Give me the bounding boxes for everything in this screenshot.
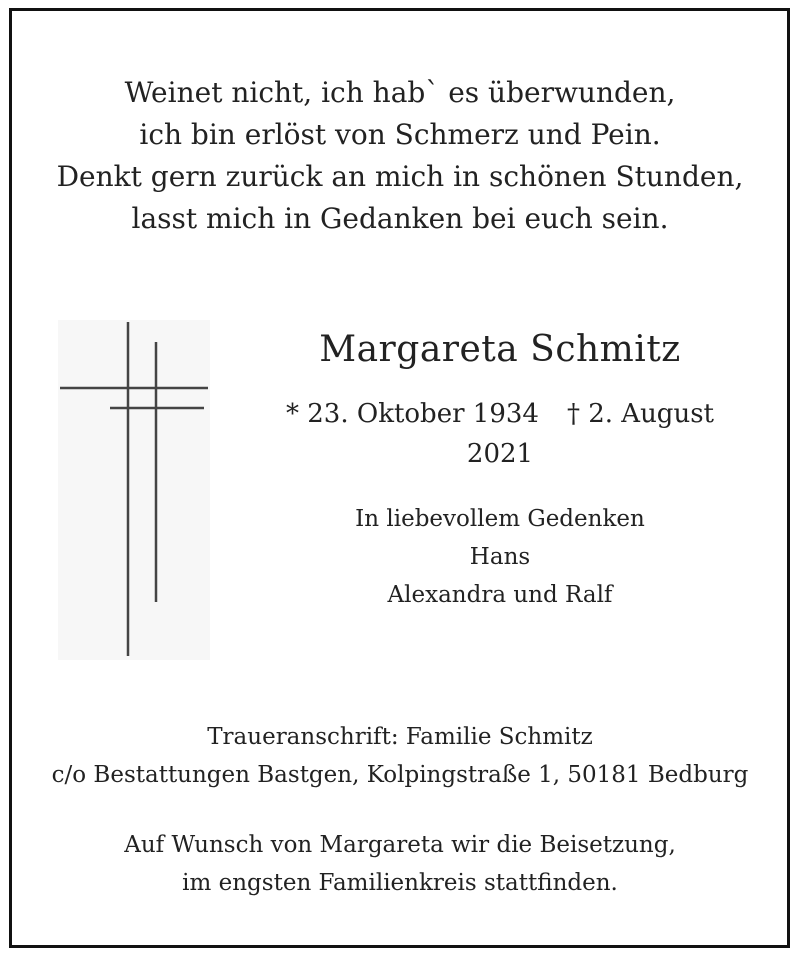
mourner-name: Hans [469, 544, 531, 570]
poem-line: Weinet nicht, ich hab` es überwunden, [124, 76, 676, 109]
burial-note [0, 826, 800, 902]
life-dates [250, 394, 750, 474]
poem-line: Denkt gern zurück an mich in schönen Stunden, [56, 160, 744, 193]
poem-line: lasst mich in Gedanken bei euch sein. [131, 202, 669, 235]
poem-line: ich bin erlöst von Schmerz und Pein. [139, 118, 661, 151]
address-line: c/o Bestattungen Bastgen, Kolpingstraße 1, 50181 Bedburg [51, 762, 749, 788]
death-date: † 2. August 2021 [466, 399, 714, 469]
memorial-poem [0, 72, 800, 240]
note-line: Auf Wunsch von Margareta wir die Beisetzung, [124, 832, 676, 858]
mourning-address [0, 718, 800, 794]
memorial-message [250, 500, 750, 614]
cross-background [58, 320, 210, 660]
birth-date: * 23. Oktober 1934 [286, 399, 539, 429]
address-line: Traueranschrift: Familie Schmitz [207, 724, 593, 750]
double-cross-icon [58, 320, 210, 660]
deceased-name: Margareta Schmitz [319, 329, 681, 370]
mourner-name: Alexandra und Ralf [387, 582, 613, 608]
note-line: im engsten Familienkreis stattfinden. [182, 870, 618, 896]
memory-phrase: In liebevollem Gedenken [355, 506, 645, 532]
